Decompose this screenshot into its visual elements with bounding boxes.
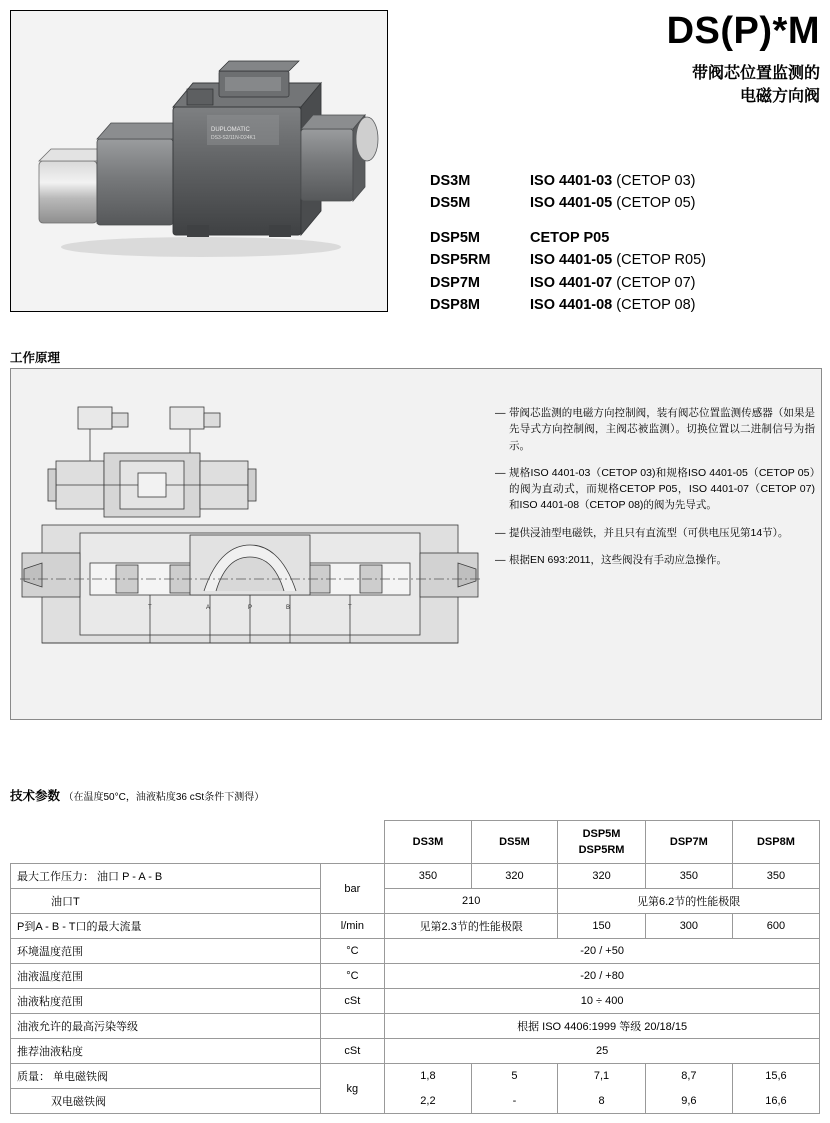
page-subtitle bbox=[400, 62, 820, 108]
title-block bbox=[400, 12, 820, 108]
cell-ambient-temp-range: -20 / +50 bbox=[385, 939, 820, 964]
model-standard: ISO 4401-05 (CETOP 05) bbox=[530, 195, 696, 212]
cell-mass-single-ds3m: 1,8 bbox=[385, 1064, 472, 1089]
table-row bbox=[11, 1039, 820, 1064]
model-standard-list bbox=[430, 170, 830, 317]
cell-pressure-dsp8m: 350 bbox=[732, 864, 819, 889]
model-code: DSP5RM bbox=[430, 252, 491, 269]
cell-contamination-class: 根据 ISO 4406:1999 等级 20/18/15 bbox=[385, 1014, 820, 1039]
model-list-gap bbox=[430, 215, 830, 227]
svg-text:T: T bbox=[348, 605, 352, 611]
bullet-text: 根据EN 693:2011，这些阀没有手动应急操作。 bbox=[509, 553, 728, 566]
column-header-dsp5m-line1: DSP5M bbox=[582, 827, 621, 840]
row-unit-celsius-ambient: °C bbox=[320, 939, 385, 964]
table-header-row bbox=[11, 821, 820, 864]
cell-pressure-ds5m: 320 bbox=[471, 864, 558, 889]
model-standard: ISO 4401-03 (CETOP 03) bbox=[530, 173, 696, 189]
cell-viscosity-range: 10 ÷ 400 bbox=[385, 989, 820, 1014]
bullet-dash-icon: — bbox=[495, 553, 506, 566]
header-empty-unit bbox=[320, 821, 385, 864]
valve-photo-illustration bbox=[11, 11, 387, 311]
column-header-dsp5rm-line2: DSP5RM bbox=[578, 844, 625, 856]
table-row bbox=[11, 1089, 820, 1114]
model-code: DS5M bbox=[430, 195, 471, 212]
subtitle-line-2: 电磁方向阀 bbox=[739, 88, 820, 106]
row-label-mass-single: 质量： 单电磁铁阀 bbox=[11, 1064, 321, 1089]
cell-port-t-left: 210 bbox=[385, 889, 558, 914]
cell-mass-single-dsp7m: 8,7 bbox=[645, 1064, 732, 1089]
bullet-text: 带阀芯监测的电磁方向控制阀，装有阀芯位置监测传感器（如果是先导式方向控制阀，主阀芯被监测）。切换位置以二进制信号为指示。 bbox=[509, 407, 815, 452]
row-unit-celsius-fluid: °C bbox=[320, 964, 385, 989]
row-label-viscosity-range: 油液粘度范围 bbox=[11, 989, 321, 1014]
bullet-dash-icon: — bbox=[495, 407, 506, 419]
svg-text:P: P bbox=[248, 605, 253, 611]
model-standard: ISO 4401-08 (CETOP 08) bbox=[530, 297, 696, 314]
model-code: DSP5M bbox=[430, 229, 480, 246]
svg-text:DS3-S2/11N-D24K1: DS3-S2/11N-D24K1 bbox=[211, 135, 256, 141]
model-code: DSP8M bbox=[430, 297, 480, 314]
row-label-mass-double: 双电磁铁阀 bbox=[11, 1089, 321, 1114]
list-item bbox=[495, 552, 815, 568]
row-unit-lpm: l/min bbox=[320, 914, 385, 939]
row-unit-cst-range: cSt bbox=[320, 989, 385, 1014]
row-unit-cst-recommended: cSt bbox=[320, 1039, 385, 1064]
cell-mass-double-ds5m: - bbox=[471, 1089, 558, 1114]
cell-mass-double-dsp8m: 16,6 bbox=[732, 1089, 819, 1114]
bullet-text: 规格ISO 4401-03（CETOP 03)和规格ISO 4401-05（CETOP 05）的阀为直动式，而规格CETOP P05，ISO 4401-07（CETOP 07)和ISO 4401-08（CETOP 08)的阀为先导式。 bbox=[509, 466, 815, 512]
row-unit-kg: kg bbox=[320, 1064, 385, 1114]
model-row bbox=[430, 192, 830, 214]
table-row bbox=[11, 889, 820, 914]
column-header-dsp5m bbox=[558, 821, 646, 864]
column-header-ds3m: DS3M bbox=[385, 821, 472, 864]
row-label-max-pressure-pab: 最大工作压力： 油口 P - A - B bbox=[11, 864, 321, 889]
cell-pressure-dsp5m: 320 bbox=[558, 864, 646, 889]
column-header-ds5m: DS5M bbox=[471, 821, 558, 864]
cell-pressure-ds3m: 350 bbox=[385, 864, 472, 889]
cell-mass-single-dsp5m: 7,1 bbox=[558, 1064, 646, 1089]
model-standard: ISO 4401-07 (CETOP 07) bbox=[530, 274, 696, 291]
bullet-dash-icon: — bbox=[495, 466, 506, 479]
row-unit-contamination bbox=[320, 1014, 385, 1039]
cell-fluid-temp-range: -20 / +80 bbox=[385, 964, 820, 989]
table-row bbox=[11, 864, 820, 889]
subtitle-line-1: 带阀芯位置监测的 bbox=[691, 64, 820, 82]
cell-mass-double-ds3m: 2,2 bbox=[385, 1089, 472, 1114]
cell-flow-dsp5m: 150 bbox=[558, 914, 646, 939]
table-row bbox=[11, 1014, 820, 1039]
page-title: DS(P)*M bbox=[666, 10, 820, 52]
cell-flow-dsp7m: 300 bbox=[645, 914, 732, 939]
model-code: DS3M bbox=[430, 173, 471, 189]
row-label-recommended-viscosity: 推荐油液粘度 bbox=[11, 1039, 321, 1064]
model-row bbox=[430, 294, 830, 316]
model-standard: CETOP P05 bbox=[530, 229, 610, 246]
table-row bbox=[11, 964, 820, 989]
list-item bbox=[495, 525, 815, 541]
list-item bbox=[495, 405, 815, 454]
model-row bbox=[430, 227, 830, 249]
row-label-port-t: 油口T bbox=[11, 889, 321, 914]
model-standard: ISO 4401-05 (CETOP R05) bbox=[530, 252, 706, 269]
cell-flow-note: 见第2.3节的性能极限 bbox=[385, 914, 558, 939]
cell-recommended-viscosity: 25 bbox=[385, 1039, 820, 1064]
cell-pressure-dsp7m: 350 bbox=[645, 864, 732, 889]
valve-cross-section-drawing bbox=[20, 395, 480, 665]
cell-mass-double-dsp7m: 9,6 bbox=[645, 1089, 732, 1114]
model-row bbox=[430, 249, 830, 271]
section-heading-principle: 工作原理 bbox=[10, 351, 61, 365]
column-header-dsp7m: DSP7M bbox=[645, 821, 732, 864]
cell-mass-single-ds5m: 5 bbox=[471, 1064, 558, 1089]
table-row bbox=[11, 939, 820, 964]
table-row bbox=[11, 989, 820, 1014]
svg-text:A: A bbox=[206, 605, 211, 611]
header-empty-label bbox=[11, 821, 321, 864]
table-row bbox=[11, 914, 820, 939]
spec-heading-note: （在温度50°C，油液粘度36 cSt条件下测得） bbox=[63, 792, 265, 803]
svg-text:B: B bbox=[286, 605, 291, 611]
row-label-max-flow: P到A - B - T口的最大流量 bbox=[11, 914, 321, 939]
svg-text:DUPLOMATIC: DUPLOMATIC bbox=[211, 127, 250, 133]
cell-flow-dsp8m: 600 bbox=[732, 914, 819, 939]
model-row bbox=[430, 170, 830, 192]
row-label-contamination: 油液允许的最高污染等级 bbox=[11, 1014, 321, 1039]
row-label-fluid-temp: 油液温度范围 bbox=[11, 964, 321, 989]
bullet-text: 提供浸油型电磁铁，并且只有直流型（可供电压见第14节）。 bbox=[509, 526, 789, 539]
cell-mass-double-dsp5m: 8 bbox=[558, 1089, 646, 1114]
technical-data-table bbox=[10, 820, 820, 1114]
cell-mass-single-dsp8m: 15,6 bbox=[732, 1064, 819, 1089]
bullet-dash-icon: — bbox=[495, 526, 506, 539]
section-heading-spec bbox=[10, 786, 264, 804]
product-photo bbox=[10, 10, 388, 312]
table-row bbox=[11, 1064, 820, 1089]
row-unit-bar: bar bbox=[320, 864, 385, 914]
principle-bullet-list bbox=[495, 405, 815, 579]
column-header-dsp8m: DSP8M bbox=[732, 821, 819, 864]
cell-port-t-right: 见第6.2节的性能极限 bbox=[558, 889, 820, 914]
spec-heading-text: 技术参数 bbox=[10, 789, 61, 803]
model-code: DSP7M bbox=[430, 274, 480, 291]
list-item bbox=[495, 465, 815, 514]
svg-text:T: T bbox=[148, 605, 152, 611]
row-label-ambient-temp: 环境温度范围 bbox=[11, 939, 321, 964]
model-row bbox=[430, 272, 830, 294]
